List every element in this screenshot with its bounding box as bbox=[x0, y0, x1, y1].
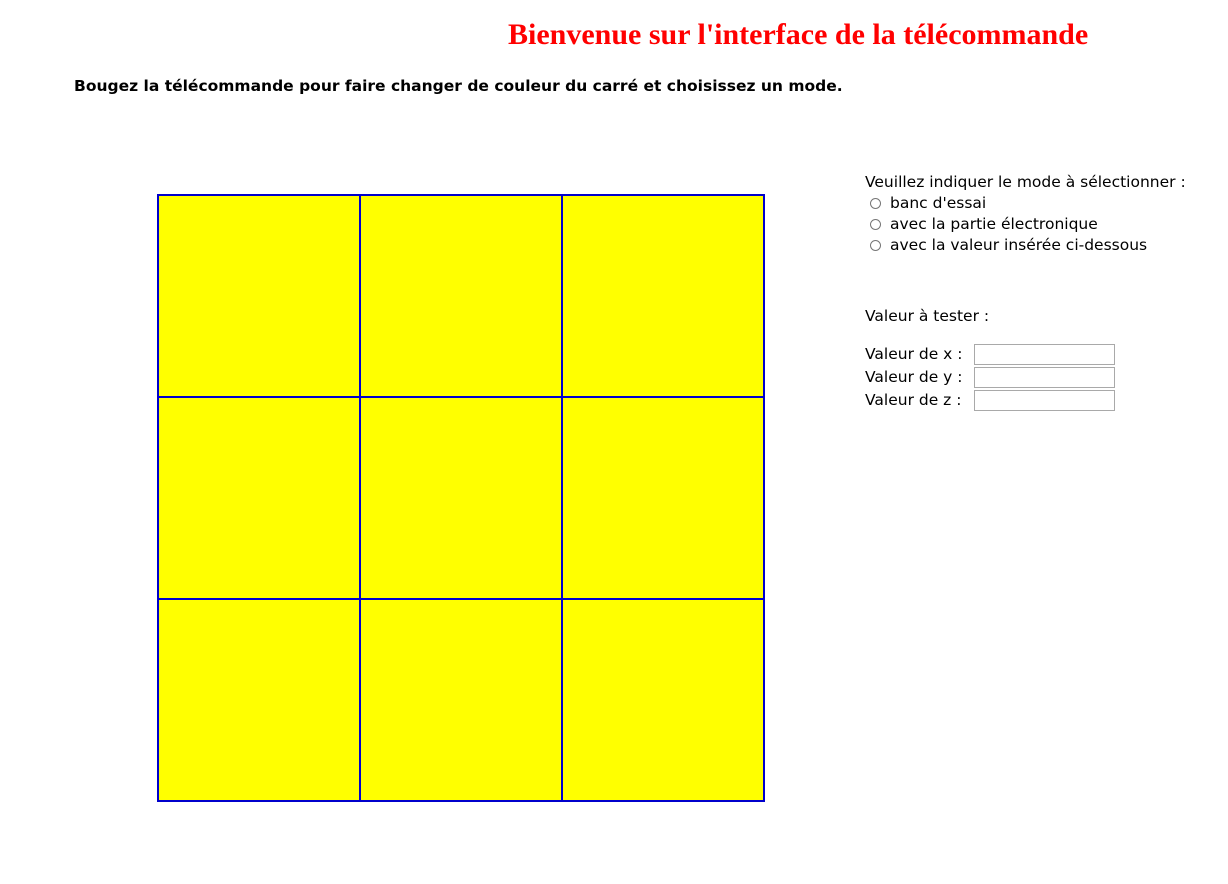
mode-radio-electronics[interactable] bbox=[870, 219, 881, 230]
field-label-y: Valeur de y : bbox=[865, 368, 963, 386]
y-value-input[interactable] bbox=[974, 367, 1115, 388]
mode-option-electronics[interactable] bbox=[865, 214, 1186, 235]
field-label-x: Valeur de x : bbox=[865, 345, 963, 363]
grid-cell-2-1 bbox=[158, 397, 360, 599]
field-row-x bbox=[865, 343, 1186, 366]
grid-cell-2-3 bbox=[562, 397, 764, 599]
mode-option-bench[interactable] bbox=[865, 193, 1186, 214]
mode-option-manual-value[interactable] bbox=[865, 235, 1186, 256]
instructions-text: Bougez la télécommande pour faire changer de couleur du carré et choisissez un mode. bbox=[74, 77, 843, 95]
grid-cell-3-2 bbox=[360, 599, 562, 801]
grid-cell-1-2 bbox=[360, 195, 562, 397]
control-panel bbox=[865, 172, 1186, 412]
grid-cell-1-3 bbox=[562, 195, 764, 397]
field-row-z bbox=[865, 389, 1186, 412]
x-value-input[interactable] bbox=[974, 344, 1115, 365]
mode-label-electronics: avec la partie électronique bbox=[890, 215, 1098, 233]
grid-cell-2-2 bbox=[360, 397, 562, 599]
grid-cell-3-3 bbox=[562, 599, 764, 801]
test-value-fields bbox=[865, 343, 1186, 412]
mode-radio-manual-value[interactable] bbox=[870, 240, 881, 251]
grid-cell-3-1 bbox=[158, 599, 360, 801]
color-square-grid bbox=[157, 194, 765, 802]
test-value-heading: Valeur à tester : bbox=[865, 307, 990, 325]
field-row-y bbox=[865, 366, 1186, 389]
mode-label-manual-value: avec la valeur insérée ci-dessous bbox=[890, 236, 1148, 254]
grid-cell-1-1 bbox=[158, 195, 360, 397]
field-label-z: Valeur de z : bbox=[865, 391, 962, 409]
mode-radio-bench[interactable] bbox=[870, 198, 881, 209]
page-title: Bienvenue sur l'interface de la télécommande bbox=[508, 18, 1089, 51]
mode-label-bench: banc d'essai bbox=[890, 194, 987, 212]
z-value-input[interactable] bbox=[974, 390, 1115, 411]
mode-prompt: Veuillez indiquer le mode à sélectionner : bbox=[865, 173, 1186, 191]
